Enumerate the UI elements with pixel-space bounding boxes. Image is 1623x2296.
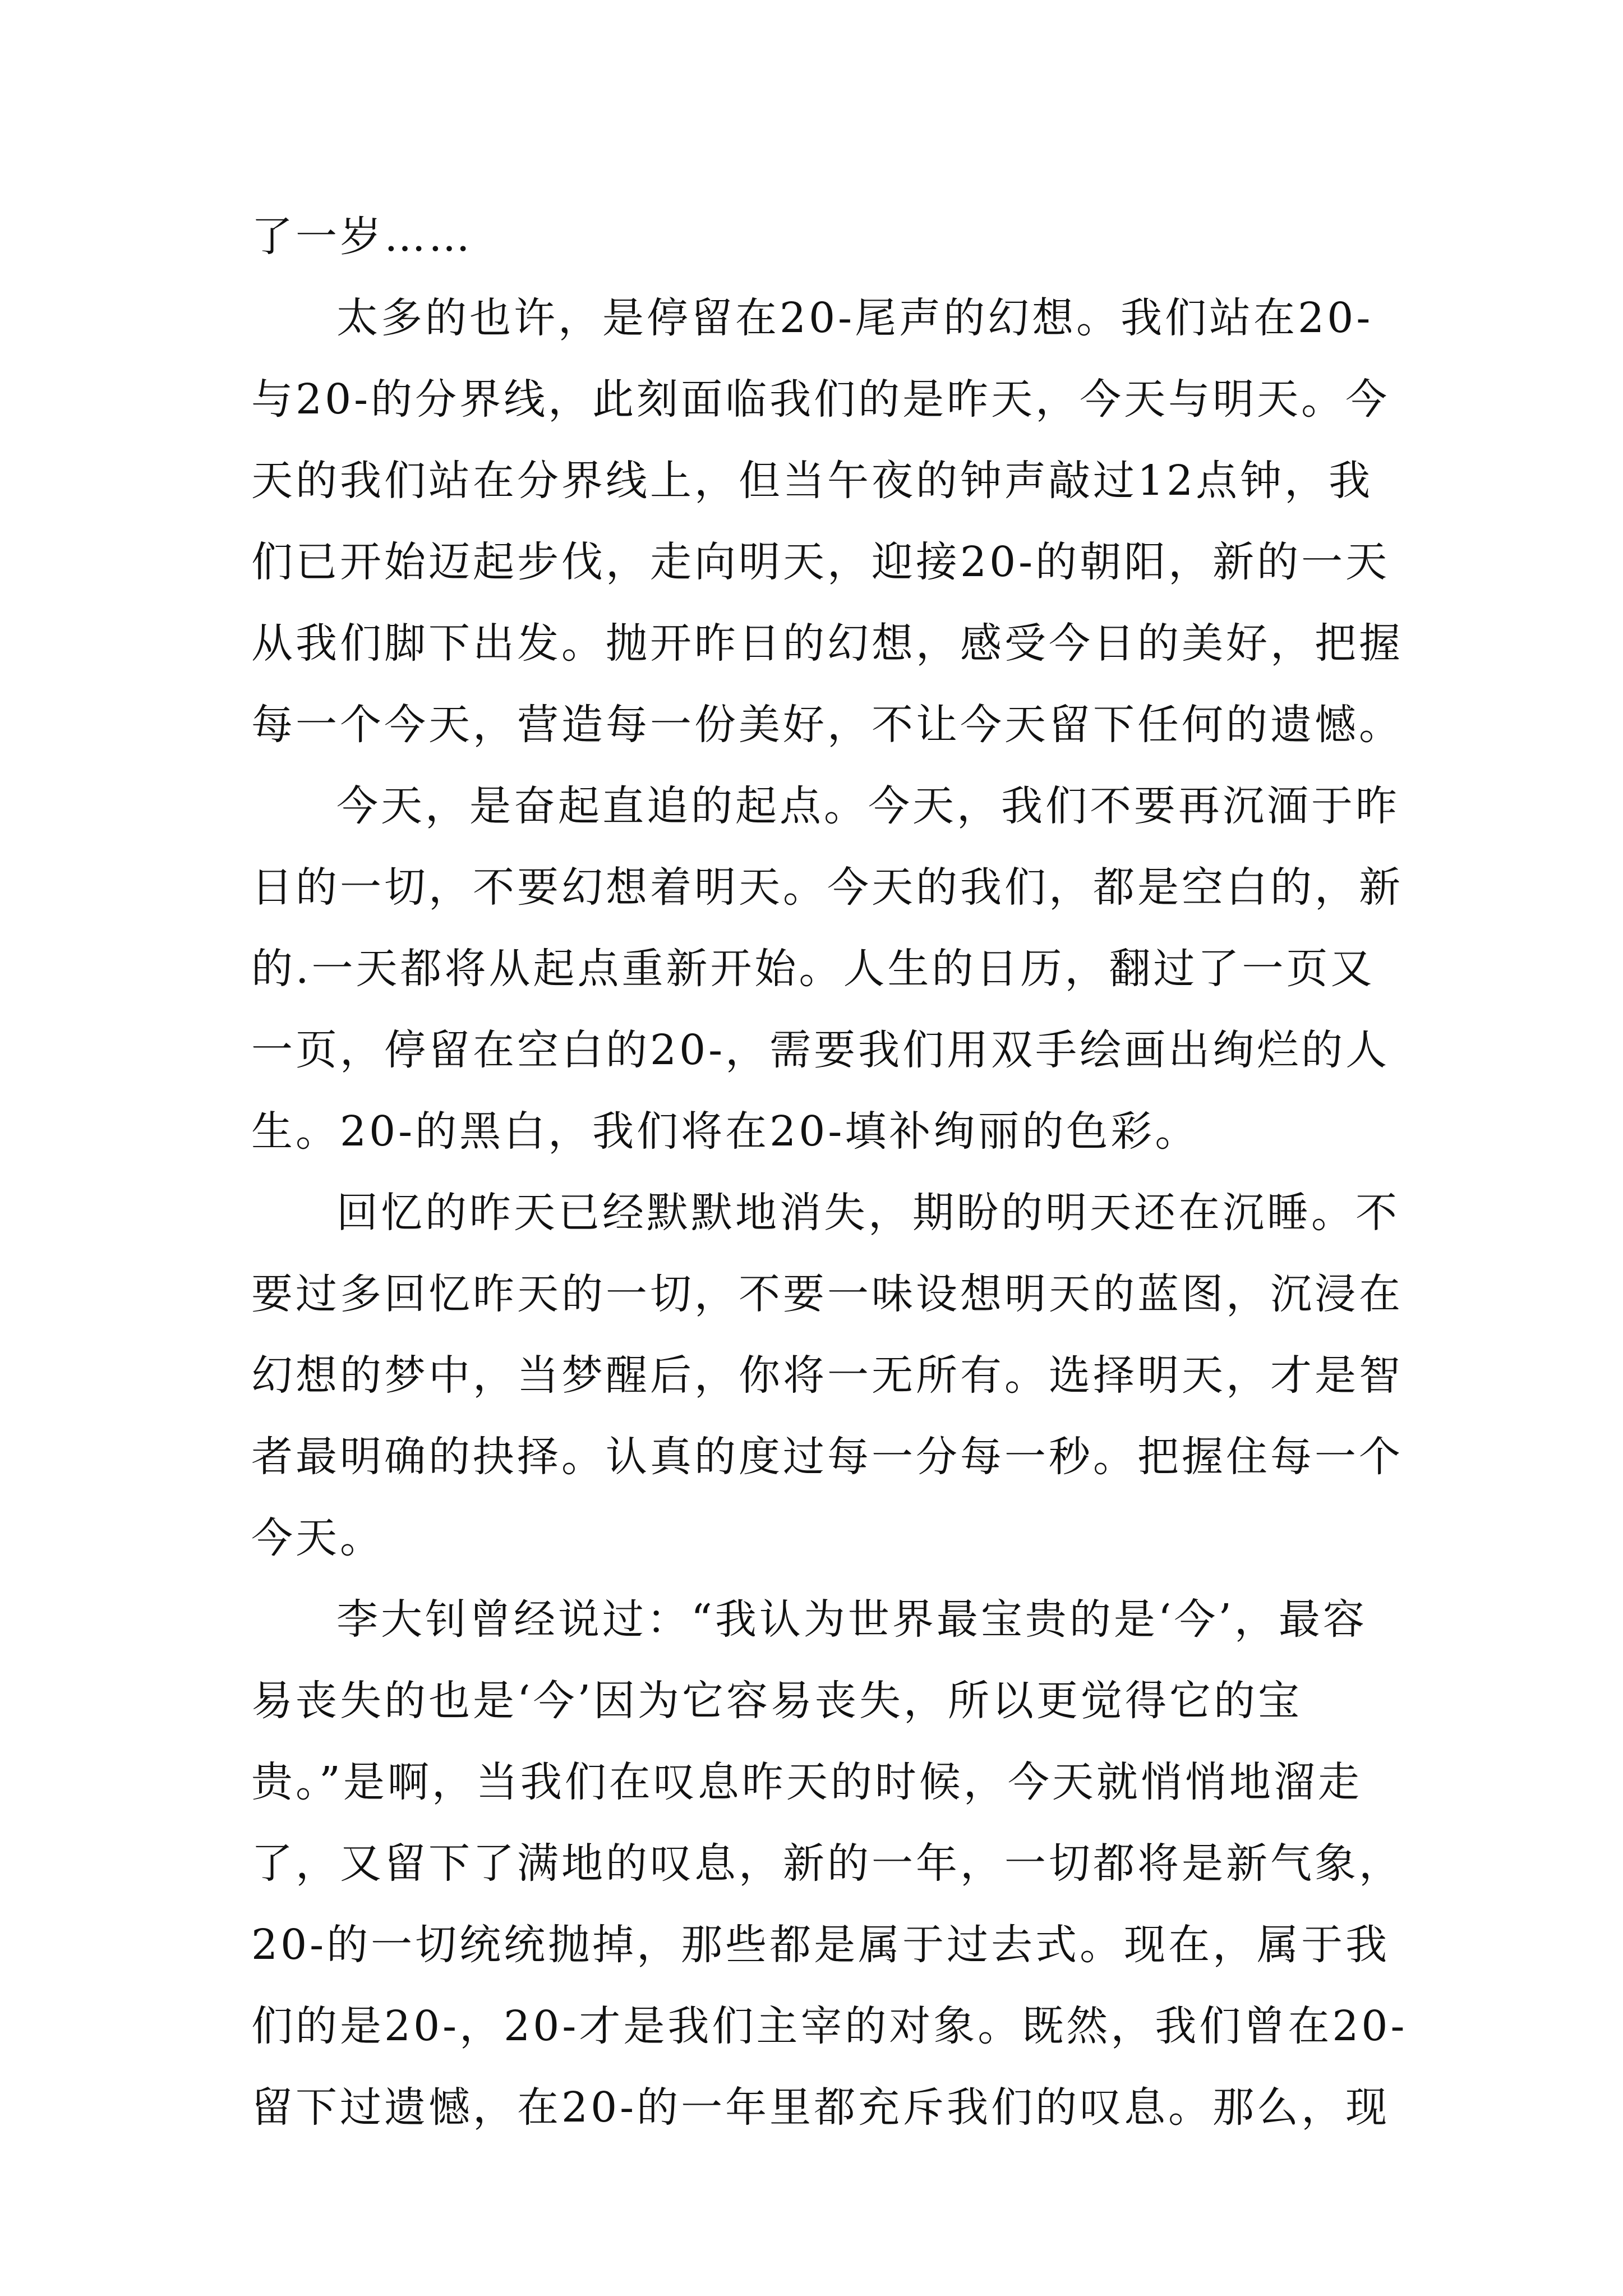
text-line: 从我们脚下出发。抛开昨日的幻想，感受今日的美好，把握 (251, 619, 1403, 668)
text-line: 日的一切，不要幻想着明天。今天的我们，都是空白的，新 (251, 863, 1403, 912)
text-line: 贵。”是啊，当我们在叹息昨天的时候，今天就悄悄地溜走 (251, 1758, 1362, 1806)
text-line: 20-的一切统统抛掉，那些都是属于过去式。现在，属于我 (251, 1921, 1390, 1969)
text-line: 李大钊曾经说过：“我认为世界最宝贵的是‘今’，最容 (336, 1595, 1367, 1644)
text-line: 们已开始迈起步伐，走向明天，迎接20-的朝阳，新的一天 (251, 538, 1390, 586)
text-line: 的.一天都将从起点重新开始。人生的日历，翻过了一页又 (251, 945, 1375, 993)
text-line: 要过多回忆昨天的一切，不要一味设想明天的蓝图，沉浸在 (251, 1270, 1403, 1318)
text-line: 了，又留下了满地的叹息，新的一年，一切都将是新气象， (251, 1839, 1403, 1888)
text-line: 留下过遗憾，在20-的一年里都充斥我们的叹息。那么，现 (251, 2083, 1390, 2132)
text-line: 者最明确的抉择。认真的度过每一分每一秒。把握住每一个 (251, 1433, 1403, 1481)
text-line: 易丧失的也是‘今’因为它容易丧失，所以更觉得它的宝 (251, 1677, 1303, 1725)
text-line: 今天，是奋起直追的起点。今天，我们不要再沉湎于昨 (336, 782, 1400, 830)
text-line: 今天。 (251, 1514, 384, 1562)
text-line: 回忆的昨天已经默默地消失，期盼的明天还在沉睡。不 (336, 1189, 1400, 1237)
text-line: 与20-的分界线，此刻面临我们的是昨天，今天与明天。今 (251, 375, 1390, 424)
text-line: 生。20-的黑白，我们将在20-填补绚丽的色彩。 (251, 1107, 1200, 1156)
text-line: 幻想的梦中，当梦醒后，你将一无所有。选择明天，才是智 (251, 1351, 1403, 1400)
text-line: 们的是20-，20-才是我们主宰的对象。既然，我们曾在20- (251, 2002, 1408, 2050)
text-line: 每一个今天，营造每一份美好，不让今天留下任何的遗憾。 (251, 701, 1403, 749)
text-line: 了一岁…… (251, 213, 473, 261)
text-line: 天的我们站在分界线上，但当午夜的钟声敲过12点钟，我 (251, 457, 1373, 505)
text-line: 一页，停留在空白的20-，需要我们用双手绘画出绚烂的人 (251, 1026, 1390, 1074)
text-line: 太多的也许，是停留在20-尾声的幻想。我们站在20- (336, 294, 1373, 342)
